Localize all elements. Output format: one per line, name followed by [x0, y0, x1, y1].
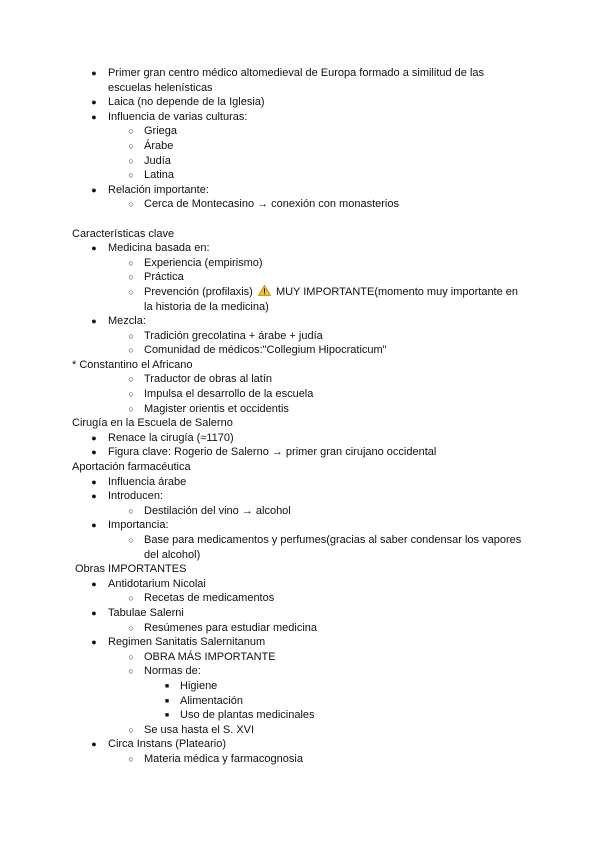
bullet-circle-icon: ○ [128, 272, 134, 283]
bullet-circle-icon: ○ [128, 126, 134, 137]
list-item [0, 343, 600, 358]
line-text: Renace la cirugía (≈1170) [108, 431, 234, 444]
list-item-continuation [0, 300, 600, 315]
bullet-circle-icon: ○ [128, 724, 134, 735]
line-text: Práctica [144, 271, 184, 284]
list-item-continuation [0, 81, 600, 96]
list-item [0, 635, 600, 650]
line-text: Aportación farmacéutica [72, 461, 191, 474]
list-item [0, 664, 600, 679]
line-text: Se usa hasta el S. XVI [144, 723, 255, 736]
section-heading [0, 416, 600, 431]
line-text: Medicina basada en: [108, 242, 210, 255]
bullet-circle-icon: ○ [128, 666, 134, 677]
list-item [0, 737, 600, 752]
line-text: OBRA MÁS IMPORTANTE [144, 650, 276, 663]
bullet-circle-icon: ○ [128, 155, 134, 166]
line-text: Características clave [72, 227, 175, 240]
list-item [0, 124, 600, 139]
line-text-after: MUY IMPORTANTE(momento muy importante en [275, 285, 519, 298]
line-text: Latina [144, 169, 174, 182]
bullet-circle-icon: ○ [128, 257, 134, 268]
list-item [0, 168, 600, 183]
section-heading [0, 227, 600, 242]
list-item [0, 110, 600, 125]
bullet-circle-icon: ○ [128, 170, 134, 181]
line-text: Base para medicamentos y perfumes(gracias al saber condensar los vapores [144, 534, 522, 546]
line-text: Judía [144, 154, 171, 167]
line-text: Introducen: [108, 490, 164, 503]
bullet-circle-icon: ○ [128, 505, 134, 516]
line-text: Magister orientis et occidentis [144, 402, 289, 415]
line-text: Comunidad de médicos:"Collegium Hipocraticum" [144, 344, 387, 357]
line-text: * Constantino el Africano [72, 358, 193, 371]
list-item [0, 402, 600, 417]
bullet-circle-icon: ○ [128, 389, 134, 400]
bullet-disc-icon: ● [91, 68, 97, 78]
line-text: Prevención (profilaxis) [144, 285, 253, 298]
list-item [0, 445, 600, 460]
section-heading [0, 358, 600, 373]
list-item [0, 533, 600, 548]
list-item [0, 679, 600, 694]
list-item [0, 504, 600, 519]
line-text: Antidotarium Nicolai [108, 577, 206, 590]
bullet-circle-icon: ○ [128, 199, 134, 210]
line-text: Tabulae Salerni [108, 606, 184, 619]
list-item [0, 431, 600, 446]
line-text: Figura clave: Rogerio de Salerno → primer gran cirujano occidental [108, 446, 437, 459]
line-text: Influencia de varias culturas: [108, 110, 248, 123]
list-item [0, 621, 600, 636]
line-text: Laica (no depende de la Iglesia) [108, 96, 265, 109]
bullet-square-icon: ■ [164, 712, 170, 720]
bullet-disc-icon: ● [91, 607, 97, 618]
list-item [0, 139, 600, 154]
section-heading [0, 460, 600, 475]
line-text: Cerca de Montecasino → conexión con monasterios [144, 198, 399, 211]
bullet-circle-icon: ○ [128, 140, 134, 151]
line-text: Impulsa el desarrollo de la escuela [144, 388, 314, 401]
line-text: Traductor de obras al latín [144, 373, 272, 386]
line-text: Mezcla: [108, 315, 146, 328]
line-text: Higiene [180, 679, 218, 692]
list-item [0, 606, 600, 621]
list-item [0, 752, 600, 767]
blank-line [0, 212, 600, 227]
list-item [0, 183, 600, 198]
document-page [0, 66, 600, 767]
list-item [0, 314, 600, 329]
line-text: Primer gran centro médico altomedieval de Europa formado a similitud de las [108, 67, 485, 79]
list-item [0, 285, 600, 300]
list-item [0, 475, 600, 490]
line-text: Importancia: [108, 519, 169, 532]
list-item [0, 387, 600, 402]
warning-icon [258, 285, 271, 296]
bullet-disc-icon: ● [91, 476, 97, 487]
line-text: Relación importante: [108, 183, 209, 196]
list-item-continuation [0, 548, 600, 563]
list-item [0, 372, 600, 387]
line-text: la historia de la medicina) [144, 300, 269, 313]
line-text: Experiencia (empirismo) [144, 256, 263, 269]
line-text: Cirugía en la Escuela de Salerno [72, 417, 233, 430]
bullet-disc-icon: ● [91, 432, 97, 443]
list-item [0, 577, 600, 592]
bullet-circle-icon: ○ [128, 286, 134, 297]
list-item [0, 197, 600, 212]
bullet-circle-icon: ○ [128, 345, 134, 356]
bullet-disc-icon: ● [91, 491, 97, 502]
line-text: escuelas helenísticas [108, 81, 213, 94]
bullet-circle-icon: ○ [128, 374, 134, 385]
bullet-disc-icon: ● [91, 739, 97, 750]
line-text: Árabe [144, 139, 174, 152]
line-text: Uso de plantas medicinales [180, 709, 315, 722]
line-text: Influencia árabe [108, 475, 187, 488]
list-item [0, 329, 600, 344]
line-text: Resúmenes para estudiar medicina [144, 621, 318, 634]
line-text: Normas de: [144, 665, 201, 678]
bullet-disc-icon: ● [91, 316, 97, 327]
bullet-circle-icon: ○ [128, 535, 134, 545]
bullet-disc-icon: ● [91, 520, 97, 531]
bullet-disc-icon: ● [91, 637, 97, 648]
line-text: Tradición grecolatina + árabe + judía [144, 329, 323, 342]
bullet-circle-icon: ○ [128, 330, 134, 341]
list-item [0, 723, 600, 738]
bullet-disc-icon: ● [91, 447, 97, 458]
line-text: del alcohol) [144, 548, 201, 561]
bullet-square-icon: ■ [164, 697, 170, 705]
bullet-disc-icon: ● [91, 184, 97, 195]
bullet-disc-icon: ● [91, 243, 97, 254]
bullet-disc-icon: ● [91, 578, 97, 589]
bullet-disc-icon: ● [91, 97, 97, 108]
line-text: Obras IMPORTANTES [75, 563, 187, 576]
list-item [0, 241, 600, 256]
list-item [0, 489, 600, 504]
bullet-square-icon: ■ [164, 682, 170, 690]
list-item [0, 518, 600, 533]
list-item [0, 154, 600, 169]
bullet-circle-icon: ○ [128, 651, 134, 662]
line-text: Destilación del vino → alcohol [144, 504, 291, 517]
list-item [0, 270, 600, 285]
list-item [0, 256, 600, 271]
line-text: Alimentación [180, 694, 243, 707]
bullet-circle-icon: ○ [128, 622, 134, 633]
line-text: Recetas de medicamentos [144, 592, 275, 605]
bullet-circle-icon: ○ [128, 753, 134, 764]
list-item [0, 708, 600, 723]
line-text: Regimen Sanitatis Salernitanum [108, 636, 266, 649]
list-item [0, 694, 600, 709]
bullet-disc-icon: ● [91, 111, 97, 122]
line-text: Griega [144, 125, 178, 138]
bullet-circle-icon: ○ [128, 403, 134, 414]
line-text: Materia médica y farmacognosia [144, 752, 303, 765]
section-heading [0, 562, 600, 577]
list-item [0, 650, 600, 665]
line-text: Circa Instans (Plateario) [108, 738, 226, 751]
list-item [0, 591, 600, 606]
bullet-circle-icon: ○ [128, 593, 134, 604]
list-item [0, 66, 600, 81]
list-item [0, 95, 600, 110]
